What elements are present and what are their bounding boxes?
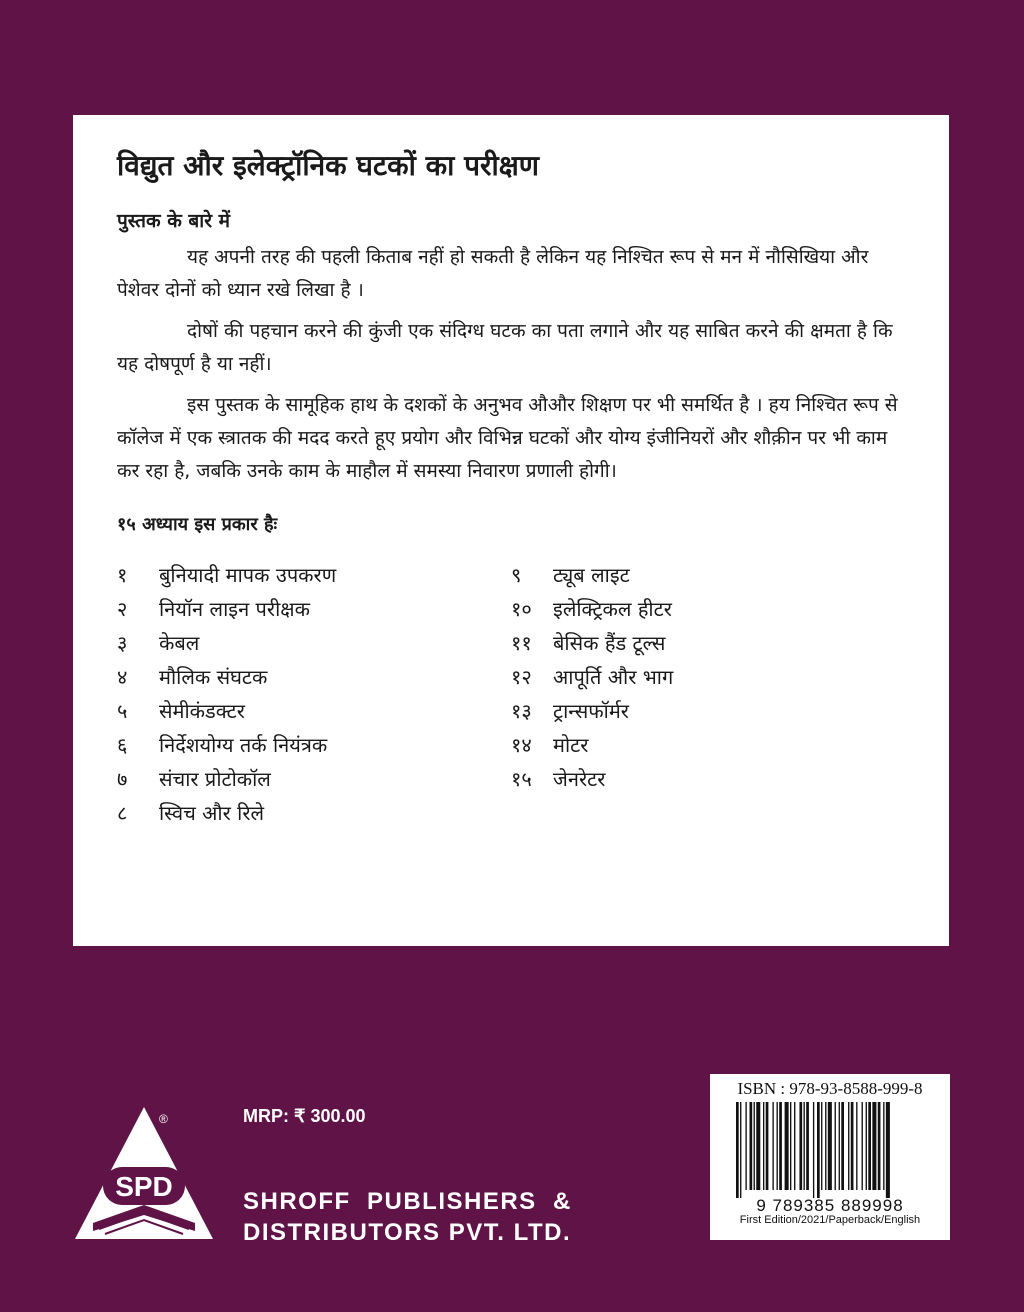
chapter-item <box>117 762 511 796</box>
chapter-name: केबल <box>159 630 200 655</box>
book-title: विद्युत और इलेक्ट्रॉनिक घटकों का परीक्षण <box>117 149 540 182</box>
barcode-bar <box>821 1102 822 1190</box>
barcode-bar <box>777 1102 778 1190</box>
chapter-name: निर्देशयोग्य तर्क नियंत्रक <box>159 732 328 757</box>
barcode-bar <box>868 1102 871 1190</box>
barcode-bar <box>772 1102 773 1190</box>
publisher-line-2: DISTRIBUTORS PVT. LTD. <box>243 1219 572 1246</box>
barcode-bar <box>862 1102 863 1190</box>
registered-mark: ® <box>159 1112 168 1126</box>
chapter-list <box>117 558 905 830</box>
chapter-item <box>511 762 905 796</box>
chapter-name: नियॉन लाइन परीक्षक <box>159 596 310 621</box>
edition-info: First Edition/2021/Paperback/English <box>739 1214 921 1226</box>
chapter-item <box>117 558 511 592</box>
chapter-item <box>511 626 905 660</box>
barcode-bar <box>813 1102 814 1198</box>
barcode-bar <box>745 1102 746 1190</box>
chapter-number: १५ <box>511 766 532 791</box>
chapter-name: बुनियादी मापक उपकरण <box>159 562 337 587</box>
chapter-number: ९ <box>511 562 522 587</box>
chapter-item <box>117 796 511 830</box>
barcode-bar <box>872 1102 876 1190</box>
barcode-bar <box>806 1102 809 1190</box>
isbn-label: ISBN : 978-93-8588-999-8 <box>737 1079 923 1098</box>
chapter-item <box>117 592 511 626</box>
logo-text: SPD <box>115 1171 173 1202</box>
barcode-bar <box>785 1102 789 1190</box>
chapter-name: ट्रान्सफॉर्मर <box>553 698 629 723</box>
barcode-bar <box>794 1102 795 1190</box>
barcode-bar <box>790 1102 791 1190</box>
chapter-number: १ <box>117 562 128 587</box>
chapter-name: ट्यूब लाइट <box>553 562 630 587</box>
barcode-bar <box>756 1102 760 1190</box>
chapter-number: २ <box>117 596 128 621</box>
spd-logo-icon <box>73 1105 215 1241</box>
chapter-number: १३ <box>511 698 532 723</box>
barcode-bar <box>817 1102 820 1198</box>
chapter-number: ४ <box>117 664 128 689</box>
barcode-bar <box>848 1102 849 1190</box>
chapter-name: सेमीकंडक्टर <box>159 698 245 723</box>
chapter-number: ११ <box>511 630 532 655</box>
mrp-price: MRP: ₹ 300.00 <box>243 1106 366 1126</box>
publisher-name <box>243 1186 572 1248</box>
barcode-bar <box>835 1102 836 1190</box>
paragraph-1: यह अपनी तरह की पहली किताब नहीं हो सकती है लेकिन यह निश्चित रूप से मन में नौसिखिया और पेशेवर दोनों को ध्यान रखे लिखा है । <box>117 245 869 301</box>
chapter-name: जेनरेटर <box>553 766 606 791</box>
chapter-item <box>117 728 511 762</box>
chapter-item <box>511 660 905 694</box>
chapters-heading: १५ अध्याय इस प्रकार हैः <box>117 513 278 535</box>
chapter-name: मोटर <box>553 732 589 757</box>
barcode-bar <box>736 1102 739 1198</box>
barcode-bar <box>799 1102 802 1190</box>
chapter-item <box>117 694 511 728</box>
chapter-item <box>117 660 511 694</box>
chapter-name: स्विच और रिले <box>159 800 265 825</box>
chapter-item <box>511 694 905 728</box>
chapter-item <box>511 592 905 626</box>
barcode-block <box>710 1074 950 1240</box>
chapter-number: ५ <box>117 698 128 723</box>
barcode-bar <box>763 1102 764 1190</box>
barcode-bar <box>825 1102 826 1190</box>
paragraph-3: इस पुस्तक के सामूहिक हाथ के दशकों के अनुभव औऔर शिक्षण पर भी समर्थित है । हय निश्चित रूप से कॉलेज में एक स्त्रातक की मदद करते हूए प्रयोग और विभिन्न घटकों और योग्य इंजीनियरों और शौक़ीन पर भी काम कर रहा है, जबकि उनके काम के माहौल में समस्या निवारण प्रणाली होगी। <box>117 393 898 482</box>
chapter-number: १० <box>511 596 532 621</box>
barcode-bar <box>740 1102 741 1198</box>
chapter-name: संचार प्रोटोकॉल <box>159 766 271 791</box>
chapter-column-right <box>511 558 905 830</box>
chapter-item <box>117 626 511 660</box>
publisher-line-1: SHROFF PUBLISHERS & <box>243 1188 572 1215</box>
barcode-bar <box>883 1102 884 1190</box>
chapter-name: मौलिक संघटक <box>159 664 268 689</box>
chapter-number: १४ <box>511 732 532 757</box>
barcode-bar <box>856 1102 857 1190</box>
barcode-bar <box>754 1102 755 1190</box>
barcode-bar <box>866 1102 867 1190</box>
chapter-name: बेसिक हैंड टूल्स <box>553 630 666 655</box>
barcode-bar <box>851 1102 854 1190</box>
chapter-number: १२ <box>511 664 532 689</box>
about-heading: पुस्तक के बारे में <box>117 209 230 232</box>
barcode-bar <box>841 1102 844 1190</box>
chapter-name: आपूर्ति और भाग <box>553 664 674 689</box>
barcode-digits: 9 789385 889998 <box>756 1196 904 1215</box>
chapter-item <box>511 728 905 762</box>
barcode-bar <box>839 1102 840 1190</box>
chapter-number: ८ <box>117 800 128 825</box>
chapter-item <box>511 558 905 592</box>
barcode-icon <box>730 1102 930 1198</box>
paragraph-2: दोषों की पहचान करने की कुंजी एक संदिग्ध घटक का पता लगाने और यह साबित करने की क्षमता है कि यह दोषपूर्ण है या नहीं। <box>117 319 893 375</box>
chapter-name: इलेक्ट्रिकल हीटर <box>553 596 672 621</box>
barcode-bar <box>766 1102 769 1190</box>
chapter-column-left <box>117 558 511 830</box>
barcode-bar <box>804 1102 805 1190</box>
barcode-bar <box>878 1102 881 1190</box>
barcode-bar <box>886 1102 890 1198</box>
chapter-number: ६ <box>117 732 128 757</box>
barcode-bar <box>750 1102 753 1190</box>
chapter-number: ७ <box>117 766 128 791</box>
content-panel <box>73 115 949 946</box>
barcode-bar <box>828 1102 832 1190</box>
chapter-number: ३ <box>117 630 128 655</box>
barcode-bar <box>779 1102 782 1190</box>
